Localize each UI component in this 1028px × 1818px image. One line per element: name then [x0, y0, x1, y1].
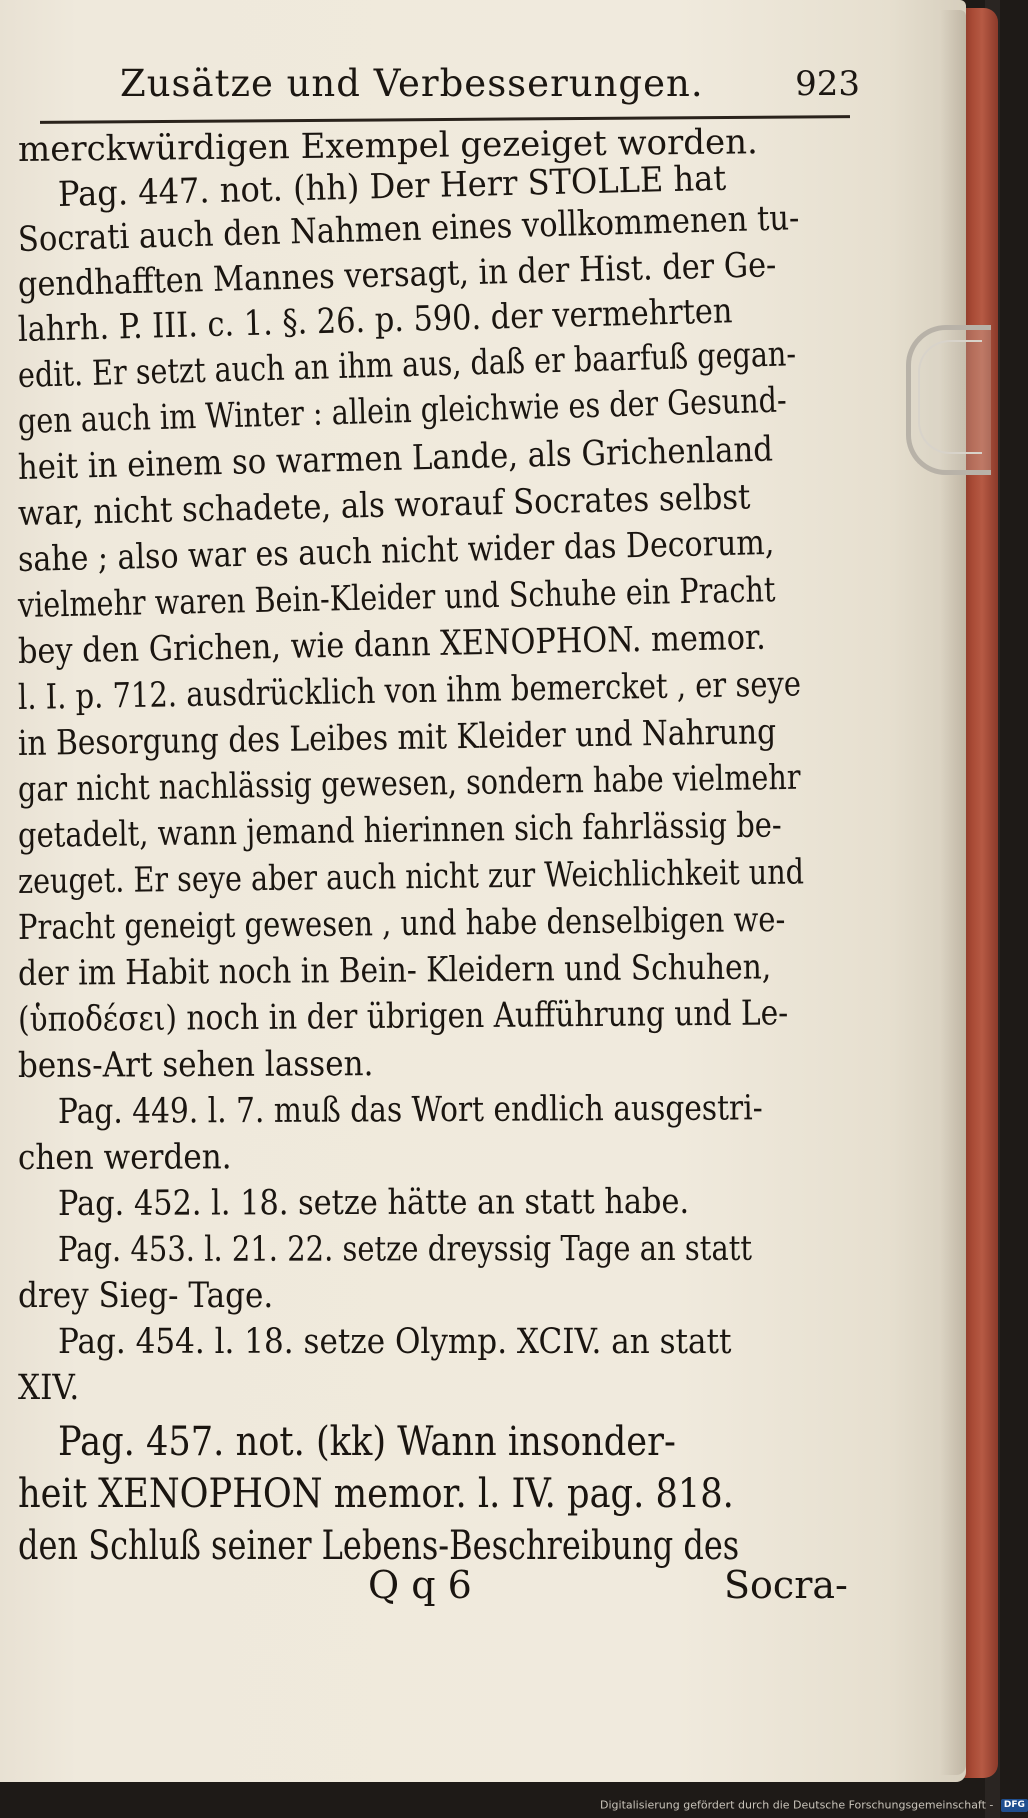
signature-mark: Q q 6	[368, 1563, 472, 1607]
text-line: Pag. 449. l. 7. muß das Wort endlich ausgestri-	[57, 1088, 763, 1132]
header-title: Zusätze und Verbesserungen.	[120, 62, 704, 105]
text-line: Socrati auch den Nahmen eines vollkommenen tu-	[17, 198, 800, 260]
text-line: war, nicht schadete, als worauf Socrates selbst	[17, 477, 751, 534]
text-line: Pag. 454. l. 18. setze Olymp. XCIV. an statt	[58, 1322, 732, 1362]
text-line: l. I. p. 712. ausdrücklich von ihm bemercket , er seye	[17, 664, 802, 718]
text-line: Pag. 453. l. 21. 22. setze dreyssig Tage an statt	[57, 1228, 753, 1270]
text-line: gen auch im Winter : allein gleichwie es der Gesund-	[17, 380, 788, 442]
text-line: lahrh. P. III. c. 1. §. 26. p. 590. der vermehrten	[17, 291, 733, 350]
text-line: Pag. 447. not. (hh) Der Herr STOLLE hat	[57, 158, 727, 215]
text-line: (ὑποδέσει) noch in der übrigen Aufführung und Le-	[17, 993, 789, 1040]
text-line: bey den Grichen, wie dann XENOPHON. memor.	[17, 617, 767, 672]
text-line: vielmehr waren Bein-Kleider und Schuhe ein Pracht	[17, 570, 776, 626]
text-line: gar nicht nachlässig gewesen, sondern habe vielmehr	[17, 757, 801, 810]
text-line: der im Habit noch in Bein- Kleidern und Schuhen,	[17, 947, 772, 994]
text-line: heit in einem so warmen Lande, als Grichenland	[17, 429, 774, 488]
dfg-logo: DFG	[1001, 1799, 1028, 1812]
text-line: bens-Art sehen lassen.	[17, 1044, 374, 1086]
page-edge-shadow	[940, 10, 966, 1775]
text-line: Pag. 452. l. 18. setze hätte an statt habe.	[57, 1181, 690, 1224]
catchword: Socra-	[724, 1563, 848, 1607]
credit-text: Digitalisierung gefördert durch die Deutsche Forschungsgemeinschaft -	[600, 1798, 994, 1812]
text-line: zeuget. Er seye aber auch nicht zur Weichlichkeit und	[17, 852, 805, 902]
text-line: sahe ; also war es auch nicht wider das Decorum,	[17, 522, 775, 580]
bookmark-clip-inner	[918, 340, 982, 454]
text-line: heit XENOPHON memor. l. IV. pag. 818.	[18, 1471, 734, 1517]
running-header	[120, 62, 860, 122]
text-line: edit. Er setzt auch an ihm aus, daß er baarfuß gegan-	[17, 334, 797, 396]
text-line: chen werden.	[17, 1137, 232, 1178]
text-line: getadelt, wann jemand hierinnen sich fahrlässig be-	[17, 805, 782, 856]
text-line: drey Sieg- Tage.	[18, 1276, 274, 1316]
text-line: merckwürdigen Exempel gezeiget worden.	[17, 122, 759, 170]
text-line: in Besorgung des Leibes mit Kleider und Nahrung	[17, 712, 777, 764]
text-line: XIV.	[18, 1368, 80, 1408]
text-line: Pag. 457. not. (kk) Wann insonder-	[58, 1419, 676, 1465]
text-line: Pracht geneigt gewesen , und habe denselbigen we-	[17, 899, 786, 948]
text-line: gendhafften Mannes versagt, in der Hist. der Ge-	[17, 245, 777, 305]
text-line: den Schluß seiner Lebens-Beschreibung des	[18, 1523, 740, 1569]
page-number: 923	[795, 64, 860, 104]
digitization-credit	[600, 1798, 1025, 1816]
